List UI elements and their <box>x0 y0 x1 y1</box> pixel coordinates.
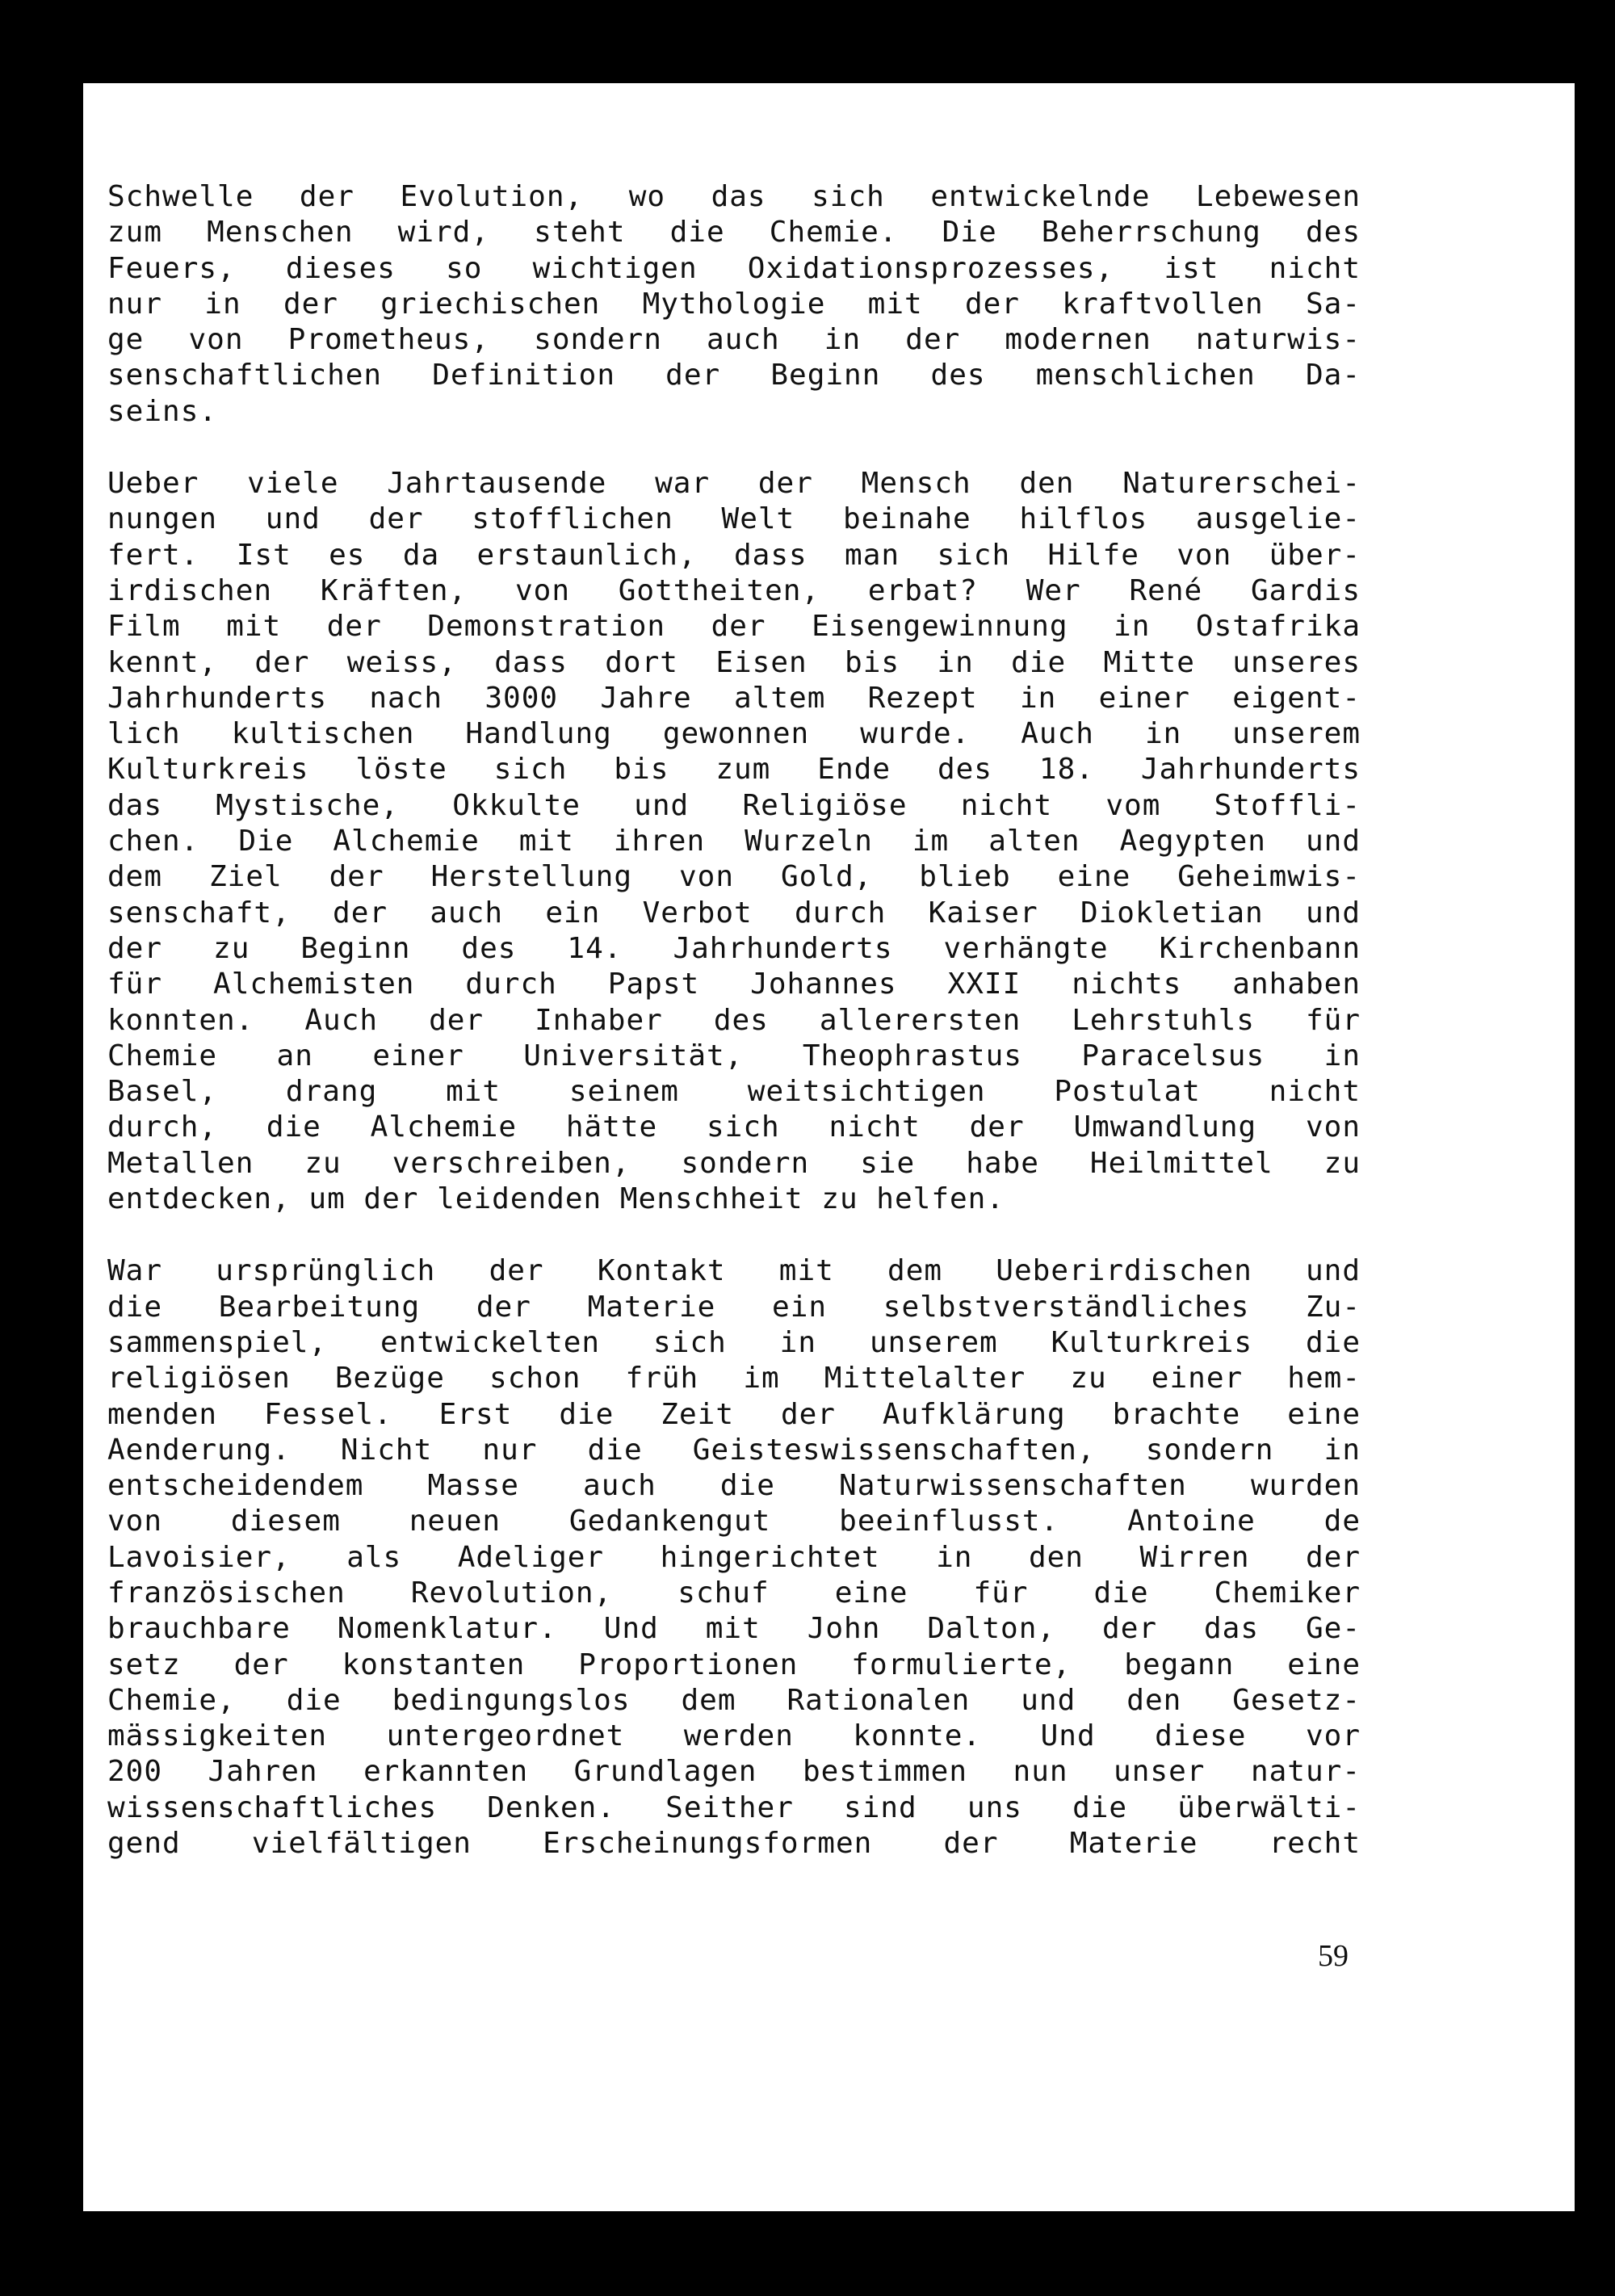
text-line: mässigkeiten untergeordnet werden konnte. Und diese vor <box>107 1719 1361 1753</box>
text-line: Kulturkreis löste sich bis zum Ende des 18. Jahrhunderts <box>107 753 1361 787</box>
text-line: nungen und der stofflichen Welt beinahe hilflos ausgelie- <box>107 502 1361 536</box>
text-line: entdecken, um der leidenden Menschheit zu helfen. <box>107 1182 1005 1216</box>
text-line: Basel, drang mit seinem weitsichtigen Postulat nicht <box>107 1075 1361 1109</box>
text-line: zum Menschen wird, steht die Chemie. Die Beherrschung des <box>107 216 1361 250</box>
text-line: lich kultischen Handlung gewonnen wurde. Auch in unserem <box>107 717 1361 751</box>
text-line: das Mystische, Okkulte und Religiöse nicht vom Stoffli- <box>107 788 1361 822</box>
text-line: von diesem neuen Gedankengut beeinflusst. Antoine de <box>107 1505 1361 1538</box>
text-line: Schwelle der Evolution, wo das sich entwickelnde Lebewesen <box>107 180 1361 213</box>
text-line: senschaftlichen Definition der Beginn des menschlichen Da- <box>107 359 1361 392</box>
text-line: Feuers, dieses so wichtigen Oxidationsprozesses, ist nicht <box>107 251 1361 285</box>
text-line: dem Ziel der Herstellung von Gold, blieb eine Geheimwis- <box>107 860 1361 894</box>
paragraph-3 <box>107 1253 1361 1862</box>
text-line: irdischen Kräften, von Gottheiten, erbat? Wer René Gardis <box>107 573 1361 607</box>
text-line: sammenspiel, entwickelten sich in unserem Kulturkreis die <box>107 1325 1361 1359</box>
text-line: wissenschaftliches Denken. Seither sind uns die überwälti- <box>107 1790 1361 1824</box>
text-line: die Bearbeitung der Materie ein selbstverständliches Zu- <box>107 1290 1361 1324</box>
text-line: ge von Prometheus, sondern auch in der modernen naturwis- <box>107 323 1361 357</box>
text-line: setz der konstanten Proportionen formulierte, begann eine <box>107 1647 1361 1681</box>
text-line: brauchbare Nomenklatur. Und mit John Dalton, der das Ge- <box>107 1612 1361 1646</box>
text-line: Aenderung. Nicht nur die Geisteswissenschaften, sondern in <box>107 1433 1361 1467</box>
text-line: fert. Ist es da erstaunlich, dass man sich Hilfe von über- <box>107 538 1361 572</box>
text-line: der zu Beginn des 14. Jahrhunderts verhängte Kirchenbann <box>107 931 1361 965</box>
text-line: konnten. Auch der Inhaber des allerersten Lehrstuhls für <box>107 1003 1361 1037</box>
text-line: gend vielfältigen Erscheinungsformen der Materie recht <box>107 1827 1361 1861</box>
text-line: kennt, der weiss, dass dort Eisen bis in die Mitte unseres <box>107 645 1361 679</box>
text-line: chen. Die Alchemie mit ihren Wurzeln im alten Aegypten und <box>107 825 1361 858</box>
text-line: 200 Jahren erkannten Grundlagen bestimmen nun unser natur- <box>107 1755 1361 1789</box>
text-line: Jahrhunderts nach 3000 Jahre altem Rezept in einer eigent- <box>107 681 1361 715</box>
text-line: Chemie an einer Universität, Theophrastus Paracelsus in <box>107 1039 1361 1072</box>
page-number: 59 <box>1318 1939 1349 1973</box>
body-text <box>107 179 1361 1862</box>
text-line: seins. <box>107 394 218 428</box>
text-line: französischen Revolution, schuf eine für die Chemiker <box>107 1576 1361 1610</box>
text-line: senschaft, der auch ein Verbot durch Kaiser Diokletian und <box>107 896 1361 930</box>
text-line: entscheidendem Masse auch die Naturwissenschaften wurden <box>107 1469 1361 1503</box>
text-line: Chemie, die bedingungslos dem Rationalen und den Gesetz- <box>107 1683 1361 1717</box>
text-line: Lavoisier, als Adeliger hingerichtet in den Wirren der <box>107 1540 1361 1574</box>
text-line: für Alchemisten durch Papst Johannes XXII nichts anhaben <box>107 968 1361 1001</box>
text-line: menden Fessel. Erst die Zeit der Aufklärung brachte eine <box>107 1397 1361 1431</box>
text-line: Metallen zu verschreiben, sondern sie habe Heilmittel zu <box>107 1146 1361 1180</box>
text-line: War ursprünglich der Kontakt mit dem Ueberirdischen und <box>107 1254 1361 1288</box>
text-line: Ueber viele Jahrtausende war der Mensch den Naturerschei- <box>107 467 1361 501</box>
paragraph-2 <box>107 466 1361 1217</box>
text-line: nur in der griechischen Mythologie mit der kraftvollen Sa- <box>107 287 1361 321</box>
text-line: religiösen Bezüge schon früh im Mittelalter zu einer hem- <box>107 1362 1361 1396</box>
paragraph-1 <box>107 179 1361 430</box>
text-line: durch, die Alchemie hätte sich nicht der Umwandlung von <box>107 1110 1361 1144</box>
text-line: Film mit der Demonstration der Eisengewinnung in Ostafrika <box>107 610 1361 644</box>
